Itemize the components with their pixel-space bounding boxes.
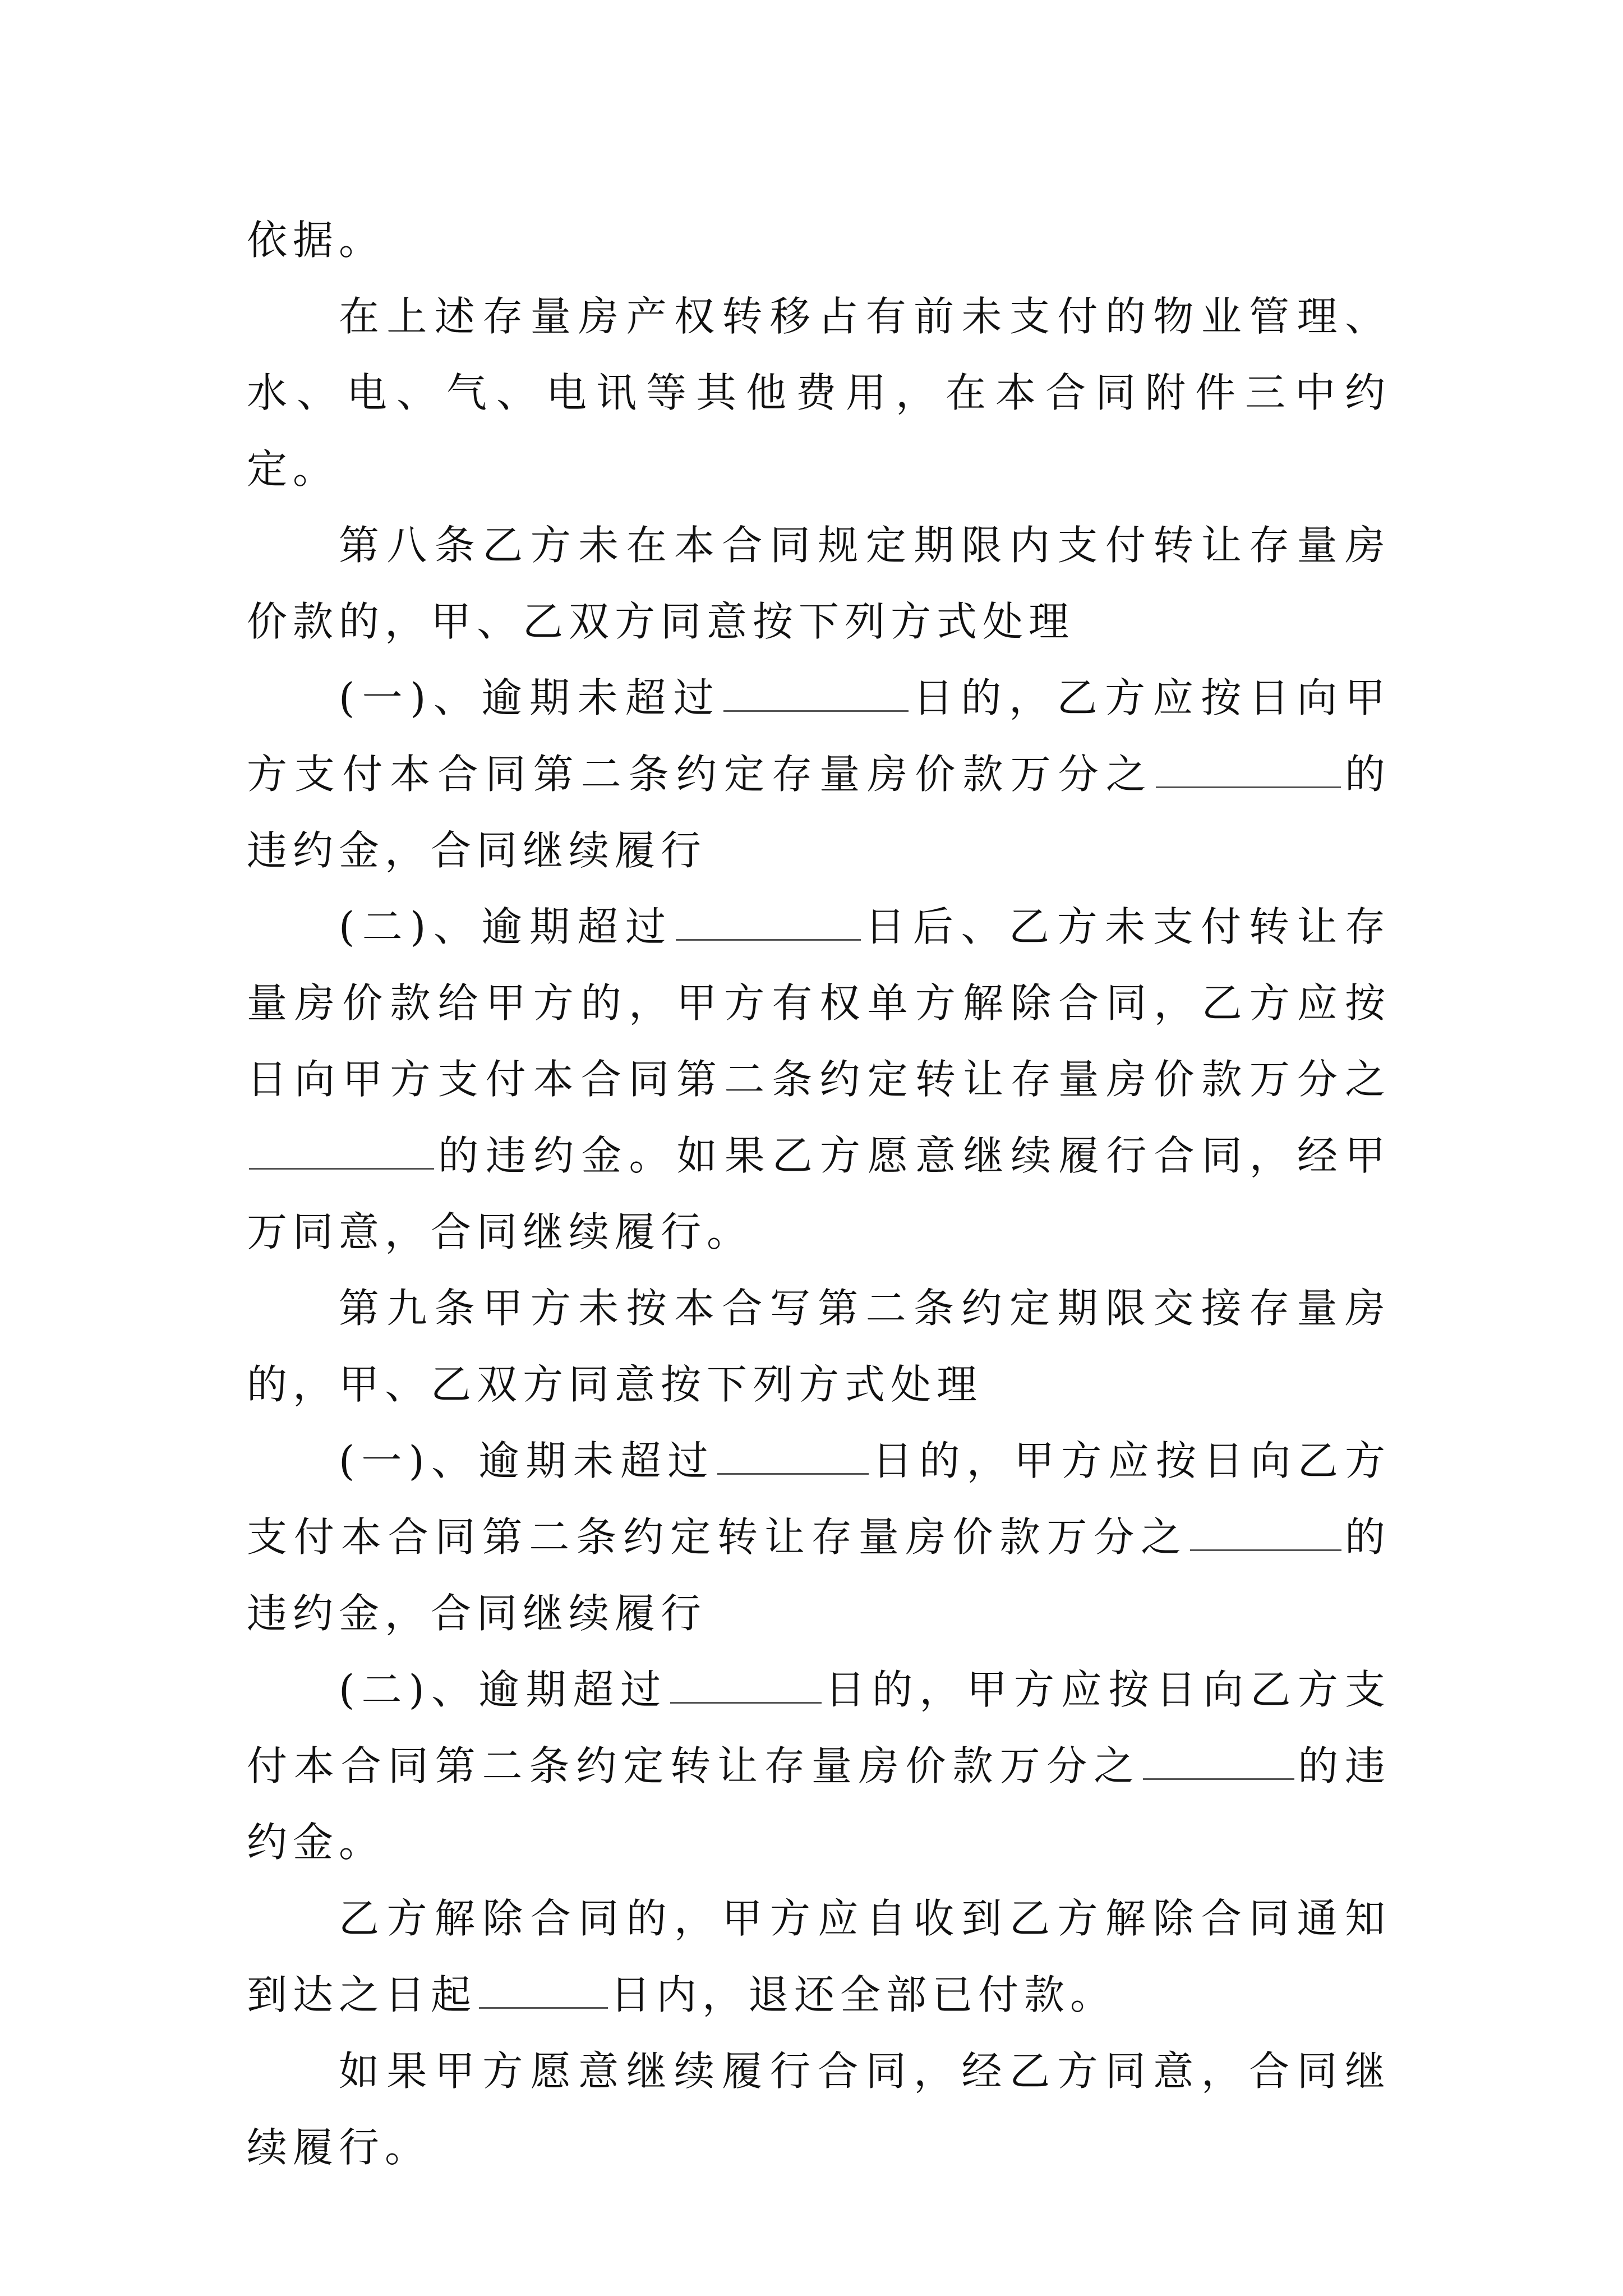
fill-in-blank[interactable] [1156, 751, 1341, 788]
paragraph-basis: 依据。 [247, 217, 385, 264]
paragraph-article-9-item-2 [247, 1651, 1391, 1880]
text-segment: 日后、乙方未支付转让存量房价款给甲方的，甲方有权单方解除合同，乙方应按日向甲方支付本合同第二条约定转让存量房价款万分之 [247, 903, 1391, 1103]
paragraph-other-fees: 在上述存量房产权转移占有前未支付的物业管理、水、电、气、电讯等其他费用，在本合同附件三中约定。 [247, 293, 1391, 493]
paragraph-article-8-item-2 [247, 889, 1391, 1270]
text-segment: 日内，退还全部已付款。 [610, 1971, 1117, 2018]
text-segment: 日的，甲方应按日向乙方支付本合同第二条约定转让存量房价款万分之 [247, 1437, 1391, 1561]
paragraph-article-9: 第九条甲方未按本合写第二条约定期限交接存量房的，甲、乙双方同意按下列方式处理 [247, 1285, 1391, 1408]
text-segment: 的违约金。如果乙方愿意继续履行合同，经甲万同意，合同继续履行。 [247, 1132, 1391, 1255]
text-segment: 日的，乙方应按日向甲方支付本合同第二条约定存量房价款万分之 [247, 674, 1391, 798]
paragraph-refund [247, 1880, 1391, 2033]
text-segment: 乙方解除合同的，甲方应自收到乙方解除合同通知到达之日起 [247, 1895, 1391, 2018]
text-segment: 的违约金。 [247, 1742, 1391, 1866]
fill-in-blank[interactable] [723, 674, 909, 712]
fill-in-blank[interactable] [249, 1132, 434, 1170]
fill-in-blank[interactable] [479, 1971, 608, 2009]
text-segment: 的违约金，合同继续履行 [247, 751, 1391, 874]
text-segment: 的违约金，合同继续履行 [247, 1513, 1391, 1637]
fill-in-blank[interactable] [670, 1666, 822, 1704]
text-segment: 日的，甲方应按日向乙方支付本合同第二条约定转让存量房价款万分之 [247, 1666, 1391, 1789]
fill-in-blank[interactable] [1190, 1513, 1341, 1551]
paragraph-continue: 如果甲方愿意继续履行合同，经乙方同意，合同继续履行。 [247, 2047, 1391, 2171]
text-segment: (二)、逾期超过 [339, 903, 674, 950]
document-body [247, 202, 1391, 2185]
paragraph-article-8-item-1 [247, 660, 1391, 889]
text-segment: (二)、逾期超过 [339, 1666, 668, 1713]
fill-in-blank[interactable] [1143, 1742, 1294, 1780]
fill-in-blank[interactable] [717, 1437, 869, 1475]
text-segment: (一)、逾期未超过 [339, 1437, 715, 1484]
paragraph-article-9-item-1 [247, 1423, 1391, 1651]
fill-in-blank[interactable] [676, 903, 861, 941]
paragraph-article-8: 第八条乙方未在本合同规定期限内支付转让存量房价款的，甲、乙双方同意按下列方式处理 [247, 522, 1391, 645]
text-segment: (一)、逾期未超过 [339, 674, 722, 721]
